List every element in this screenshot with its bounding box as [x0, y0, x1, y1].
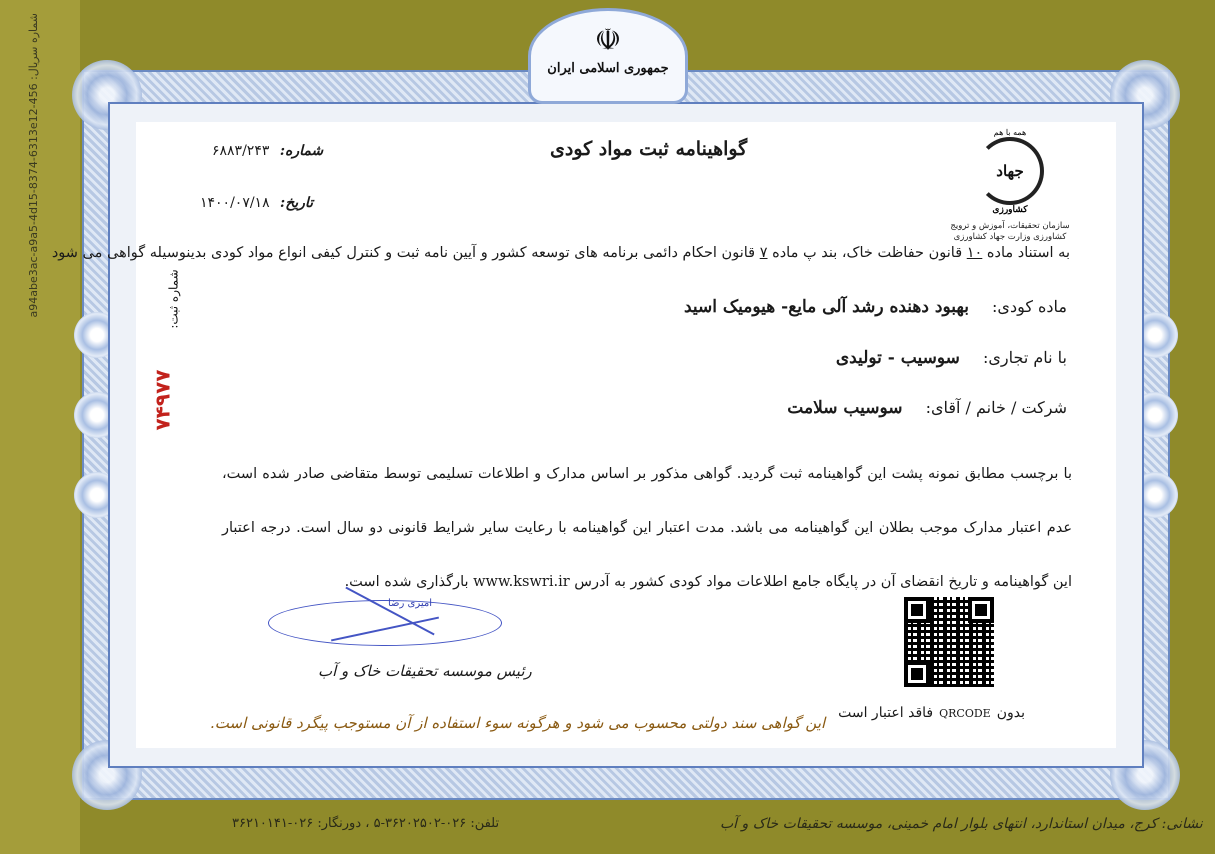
logo-org-line2: کشاورزی وزارت جهاد کشاورزی	[953, 232, 1067, 242]
field-label: شرکت / خانم / آقای:	[925, 398, 1067, 417]
logo-org-line1: سازمان تحقیقات، آموزش و ترویج	[950, 221, 1070, 231]
registration-serial-number: ۷۴۹۷۷	[150, 369, 175, 431]
field-label: ماده کودی:	[992, 297, 1067, 316]
field-value: سوسیب سلامت	[787, 398, 903, 418]
legal-warning: این گواهی سند دولتی محسوب می شود و هرگونه سوء استفاده از آن مستوجب پیگرد قانونی است.	[210, 714, 826, 732]
qr-finder-icon	[968, 597, 994, 623]
logo-ring-text: جهاد	[996, 162, 1024, 180]
agri-jihad-logo	[950, 128, 1070, 243]
document-date	[200, 195, 313, 211]
document-number	[212, 143, 323, 159]
certificate-body	[222, 447, 1072, 609]
field-label: با نام تجاری:	[982, 348, 1067, 367]
logo-ring-icon	[976, 137, 1044, 205]
document-title: گواهینامه ثبت مواد کودی	[550, 138, 748, 160]
qr-finder-icon	[904, 661, 930, 687]
qr-validity-note	[838, 705, 1025, 721]
footer-address: نشانی: کرج، میدان استاندارد، انتهای بلوار امام خمینی، موسسه تحقیقات خاک و آب	[720, 816, 1203, 832]
qr-finder-icon	[904, 597, 930, 623]
date-value: ۱۴۰۰/۰۷/۱۸	[200, 195, 270, 211]
number-value: ۶۸۸۳/۲۴۳	[212, 143, 270, 159]
qr-note-text: فاقد اعتبار است	[838, 705, 934, 721]
footer-phone: تلفن: ۰۲۶-۳۶۲۰۲۵۰۲-۵ ، دورنگار: ۰۲۶-۳۶۲۱۰۱۴۱	[232, 816, 500, 831]
qr-note-text: بدون	[996, 705, 1025, 721]
iran-emblem-icon: ☫	[594, 23, 622, 58]
field-value: بهبود دهنده رشد آلی مایع- هیومیک اسید	[683, 297, 969, 317]
body-text: با برچسب مطابق نمونه پشت این گواهینامه ثبت گردید. گواهی مذکور بر اساس مدارک و اطلاعات تسلیمی توسط متقاضی صادر شده است، عدم اعتبار مدارک موجب بطلان این گواهینامه می باشد.	[222, 466, 1073, 536]
validity-text: مدت اعتبار این گواهینامه با رعایت سایر شرایط قانونی دو سال است.	[296, 520, 725, 536]
qr-note-code: QRCODE	[939, 707, 991, 720]
body-text: بارگذاری شده است.	[344, 574, 469, 590]
field-trade-name	[836, 348, 1067, 368]
field-fertilizer-material	[684, 297, 1067, 317]
article-number: ۱۰	[966, 245, 983, 261]
national-emblem	[528, 8, 688, 104]
emblem-caption: جمهوری اسلامی ایران	[547, 61, 669, 76]
field-company	[787, 398, 1067, 418]
intro-part: قانون حفاظت خاک، بند پ ماده	[767, 245, 967, 261]
website-link[interactable]: www.kswri.ir	[473, 574, 570, 590]
side-serial-number: شماره سریال: a94abe3ac-a9a5-4d15-8374-6313e12-456	[27, 13, 40, 318]
signature-handwriting: امیری رضا	[388, 598, 433, 609]
registration-serial-label: شماره ثبت:	[166, 269, 181, 329]
logo-bottom-text: کشاورزی	[992, 205, 1028, 215]
field-value: سوسیب - تولیدی	[835, 348, 960, 368]
legal-basis-text	[51, 245, 1070, 261]
number-label: شماره:	[279, 143, 324, 159]
signatory-title: رئیس موسسه تحقیقات خاک و آب	[318, 662, 532, 680]
intro-part: قانون احکام دائمی برنامه های توسعه کشور و آیین نامه ثبت و کنترل کیفی انواع مواد کودی بدینوسیله گواهی می شود	[51, 245, 760, 261]
date-label: تاریخ:	[280, 195, 314, 211]
logo-top-text: همه با هم	[993, 128, 1027, 137]
intro-part: به استناد ماده	[982, 245, 1070, 261]
qr-code[interactable]	[904, 597, 994, 687]
body-text: درجه اعتبار این گواهینامه و تاریخ انقضای آن در پایگاه جامع اطلاعات مواد کودی کشور به آدرس	[222, 520, 1072, 590]
article-number: ۷	[759, 245, 768, 261]
